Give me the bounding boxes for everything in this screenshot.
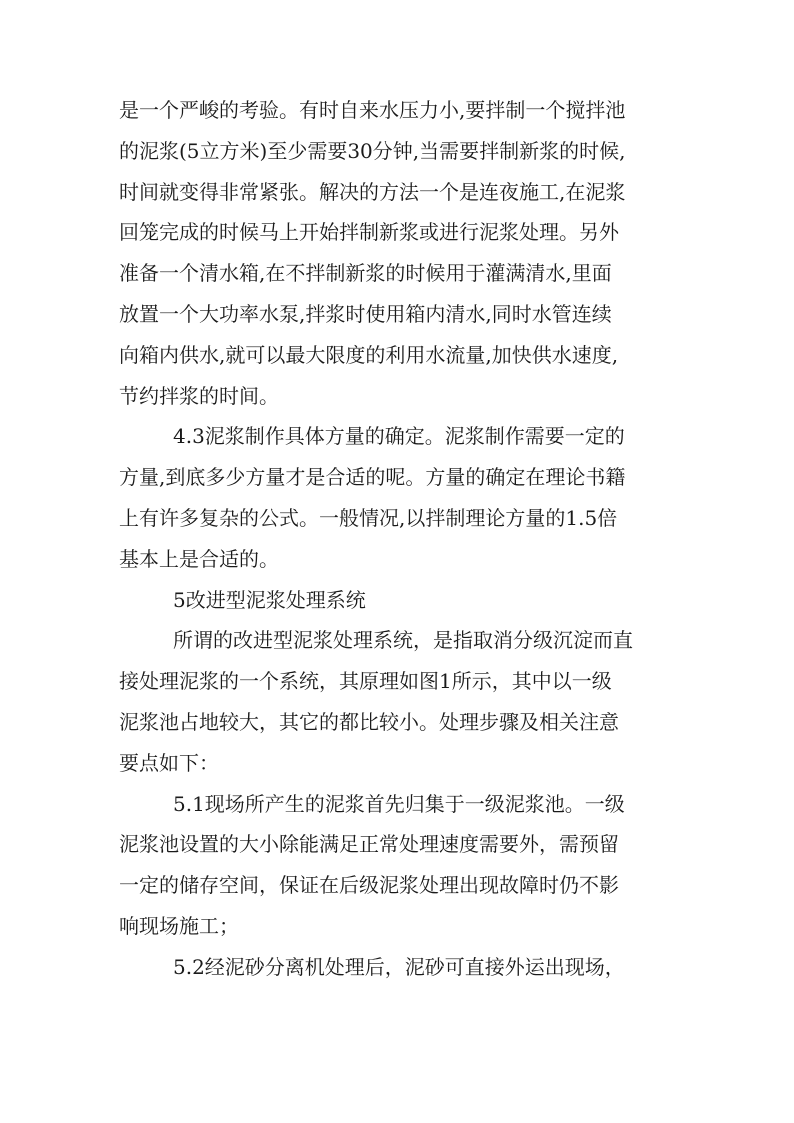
text-line: 是一个严峻的考验。有时自来水压力小,要拌制一个搅拌池 [119, 98, 626, 122]
heading-text: 5改进型泥浆处理系统 [173, 587, 366, 612]
text-line: 5.2经泥砂分离机处理后，泥砂可直接外运出现场， [173, 954, 625, 979]
paragraph-section-5-1 [119, 784, 679, 947]
text-line: 接处理泥浆的一个系统，其原理如图1所示，其中以一级 [119, 669, 612, 694]
section-heading-5 [119, 580, 679, 621]
text-line: 响现场施工； [119, 913, 239, 938]
text-line: 的泥浆(5立方米)至少需要30分钟,当需要拌制新浆的时候, [119, 138, 626, 163]
document-body [119, 90, 679, 988]
paragraph-system-intro [119, 620, 679, 783]
paragraph-mud-mixing-time [119, 90, 679, 416]
text-line: 放置一个大功率水泵,拌浆时使用箱内清水,同时水管连续 [119, 301, 612, 326]
paragraph-section-5-2 [119, 947, 679, 988]
text-line: 泥浆池设置的大小除能满足正常处理速度需要外，需预留 [119, 832, 619, 857]
text-line: 一定的储存空间，保证在后级泥浆处理出现故障时仍不影 [119, 873, 619, 898]
text-line: 上有许多复杂的公式。一般情况,以拌制理论方量的1.5倍 [119, 505, 618, 530]
text-line: 要点如下： [119, 750, 219, 775]
text-line: 方量,到底多少方量才是合适的呢。方量的确定在理论书籍 [119, 465, 626, 490]
paragraph-section-4-3 [119, 416, 679, 579]
text-line: 回笼完成的时候马上开始拌制新浆或进行泥浆处理。另外 [119, 220, 619, 245]
text-line: 泥浆池占地较大，其它的都比较小。处理步骤及相关注意 [119, 709, 619, 734]
text-line: 向箱内供水,就可以最大限度的利用水流量,加快供水速度, [119, 342, 619, 367]
text-line: 4.3泥浆制作具体方量的确定。泥浆制作需要一定的 [173, 424, 625, 449]
text-line: 时间就变得非常紧张。解决的方法一个是连夜施工,在泥浆 [119, 179, 626, 204]
text-line: 基本上是合适的。 [119, 546, 279, 571]
text-line: 所谓的改进型泥浆处理系统，是指取消分级沉淀而直 [173, 628, 633, 653]
text-line: 节约拌浆的时间。 [119, 383, 279, 408]
text-line: 5.1现场所产生的泥浆首先归集于一级泥浆池。一级 [173, 791, 625, 816]
text-line: 准备一个清水箱,在不拌制新浆的时候用于灌满清水,里面 [119, 261, 612, 286]
